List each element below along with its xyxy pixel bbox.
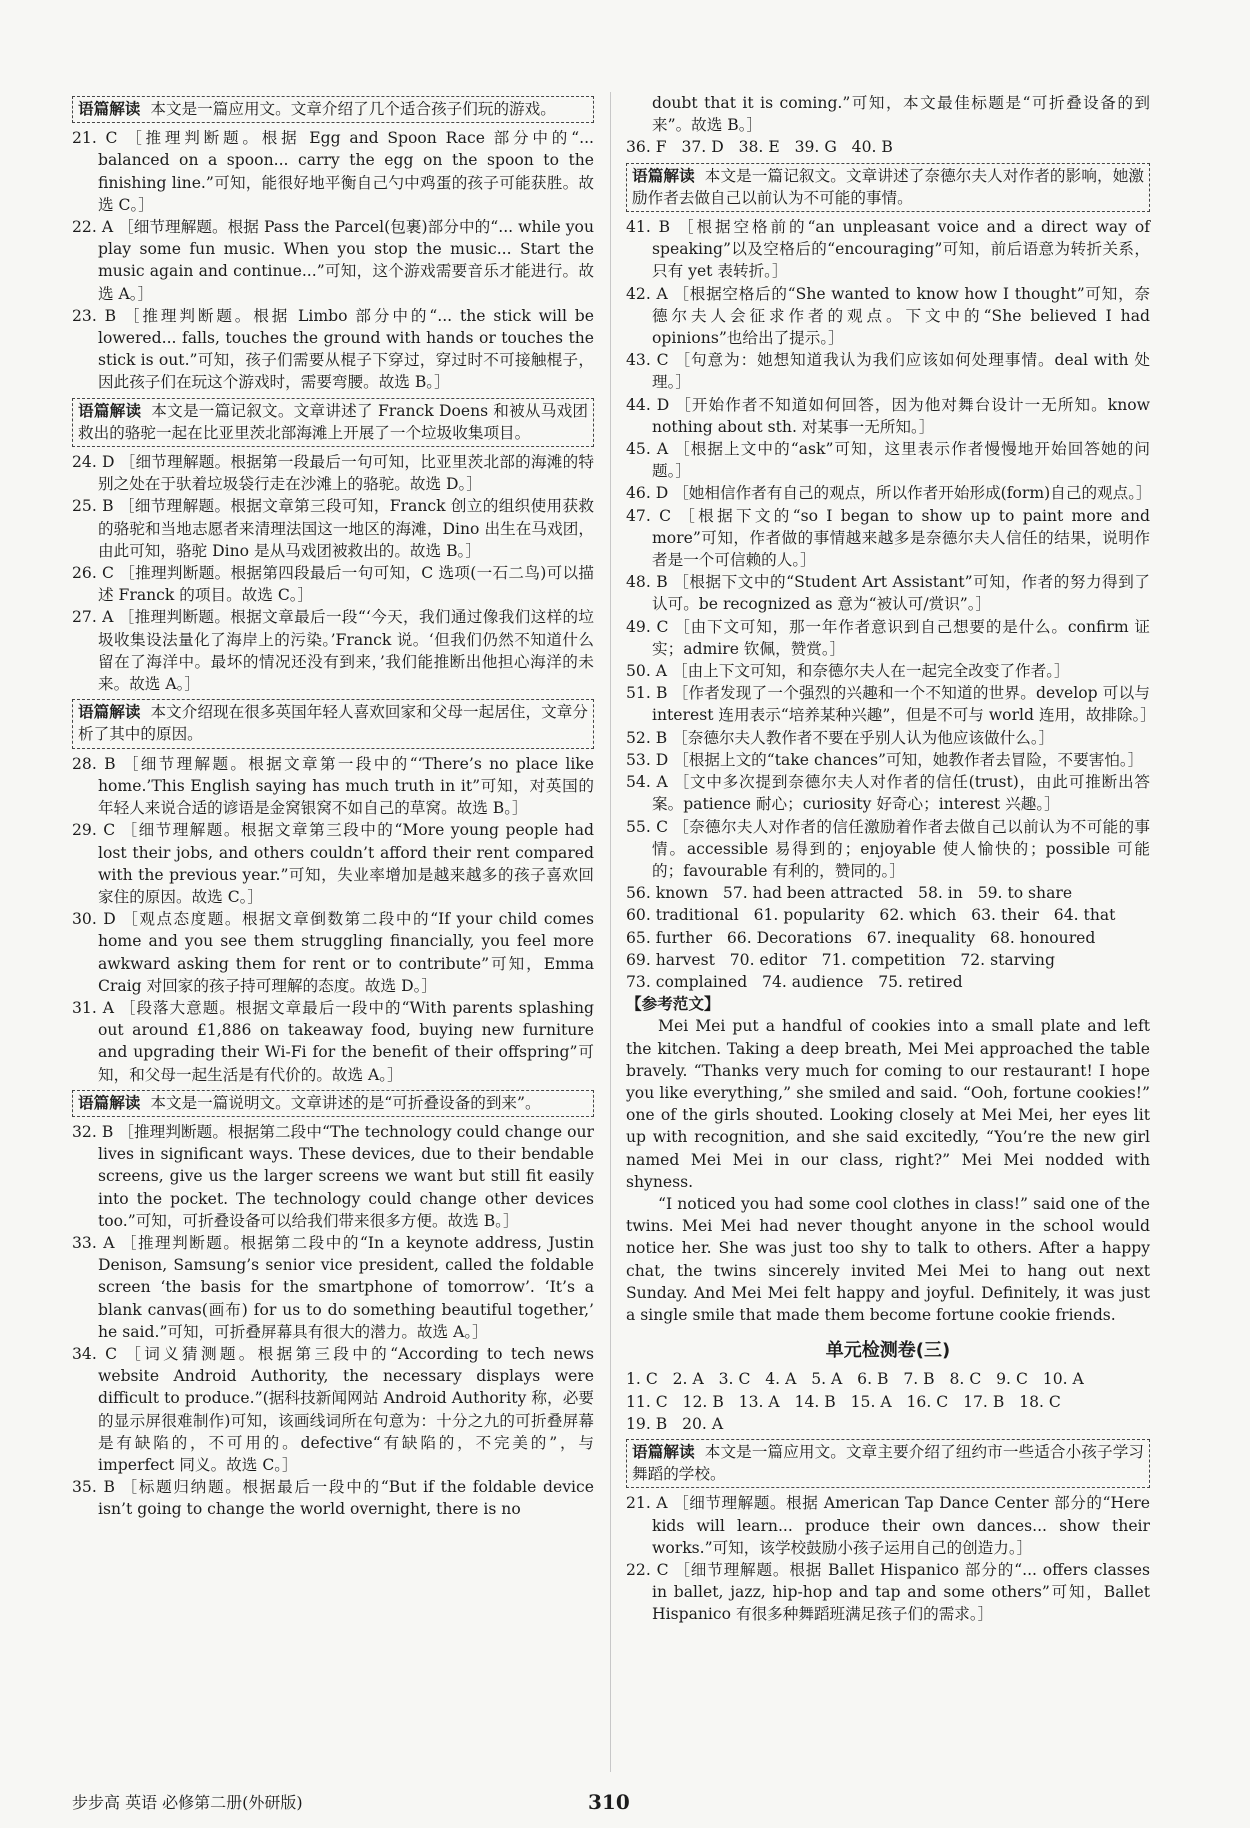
answer-explanation: 21. A ［细节理解题。根据 American Tap Dance Center 部分的“Here kids will learn... produce their own dances... show their works.”可知，该学校鼓励小孩子运用自己的创造力。］ (626, 1494, 1150, 1557)
passage-summary-box (72, 96, 594, 123)
passage-summary-box (72, 398, 594, 447)
answer-explanation: 28. B ［细节理解题。根据文章第一段中的“‘There’s no place like home.’This English saying has much truth in it”可知，对英国的年轻人来说合适的谚语是金窝银窝不如自己的草窝。故选 B。］ (72, 754, 594, 818)
summary-label: 语篇解读 (78, 401, 142, 420)
answer-explanation: 23. B ［推理判断题。根据 Limbo 部分中的“... the stick will be lowered... falls, touches the ground with hands or touches the stick is out.”可知，孩子们需要从棍子下穿过，穿过时不可接触棍子，因此孩子们在玩这个游戏时，需要弯腰。故选 B。］ (72, 306, 594, 392)
answer-row: 60. traditional 61. popularity 62. which 63. their 64. that (626, 906, 1116, 925)
answer-explanation: 43. C ［句意为：她想知道我认为我们应该如何处理事情。deal with 处理。］ (626, 351, 1150, 392)
answer-explanation: 26. C ［推理判断题。根据第四段最后一句可知，C 选项(一石二鸟)可以描述 Franck 的项目。故选 C。］ (72, 564, 594, 605)
section-heading: 单元检测卷(三) (825, 1340, 951, 1362)
answer-explanation: 29. C ［细节理解题。根据文章第三段中的“More young people had lost their jobs, and others couldn’t afford their rent compared with the previous year.”可知，失业率增加是越来越多的孩子喜欢回家住的原因。故选 C。］ (72, 821, 594, 906)
answer-explanation: 33. A ［推理判断题。根据第二段中的“In a keynote address, Justin Denison, Samsung’s senior vice president, called the foldable screen ‘the basis for the smartphone of tomorrow’. ‘It’s a blank canvas(画布) for us to do something beautiful together,’ he said.”可知，可折叠屏幕具有很大的潜力。故选 A。］ (72, 1233, 594, 1341)
book-footer: 步步高 英语 必修第二册(外研版) (72, 1793, 303, 1812)
answer-explanation: 45. A ［根据上文中的“ask”可知，这里表示作者慢慢地开始回答她的问题。］ (626, 440, 1150, 481)
summary-text: 本文介绍现在很多英国年轻人喜欢回家和父母一起居住，文章分析了其中的原因。 (78, 703, 588, 744)
summary-text: 本文是一篇记叙文。文章讲述了 Franck Doens 和被从马戏团救出的骆驼一起在比亚里茨北部海滩上开展了一个垃圾收集项目。 (78, 401, 588, 442)
passage-summary-box (626, 1439, 1150, 1488)
answer-explanation: 34. C ［词义猜测题。根据第三段中的“According to tech news website Android Authority, the necessary displays were difficult to produce.”(据科技新闻网站 Android Authority 称，必要的显示屏很难制作)可知，该画线词所在句意为：十分之九的可折叠屏幕是有缺陷的，不可用的。defective“有缺陷的，不完美的”，与 imperfect 同义。故选 C。］ (72, 1344, 594, 1474)
answer-explanation: 53. D ［根据上文的“take chances”可知，她教作者去冒险，不要害怕。］ (626, 750, 1144, 769)
answer-row: 65. further 66. Decorations 67. inequality 68. honoured (626, 928, 1096, 947)
summary-label: 语篇解读 (78, 1093, 141, 1112)
answer-explanation-continued: doubt that it is coming.”可知，本文最佳标题是“可折叠设备的到来”。故选 B。］ (652, 94, 1150, 135)
answer-explanation: 35. B ［标题归纳题。根据最后一段中的“But if the foldable device isn’t going to change the world overnight, there is no (72, 1478, 594, 1519)
answer-explanation: 49. C ［由下文可知，那一年作者意识到自己想要的是什么。confirm 证实；admire 钦佩，赞赏。］ (626, 617, 1150, 658)
summary-text: 本文是一篇应用文。文章介绍了几个适合孩子们玩的游戏。 (150, 100, 556, 118)
answer-row: 19. B 20. A (626, 1414, 724, 1433)
answer-explanation: 47. C ［根据下文的“so I began to show up to paint more and more”可知，作者做的事情越来越多是奈德尔夫人信任的结果，说明作者是一个可信赖的人。］ (626, 506, 1150, 570)
column-divider (610, 92, 611, 1772)
answer-row: 69. harvest 70. editor 71. competition 72. starving (626, 950, 1055, 969)
answer-explanation: 51. B ［作者发现了一个强烈的兴趣和一个不知道的世界。develop 可以与 interest 连用表示“培养某种兴趣”，但是不可与 world 连用，故排除。］ (626, 684, 1156, 725)
reference-essay-paragraph: Mei Mei put a handful of cookies into a small plate and left the kitchen. Taking a deep breath, Mei Mei approached the table bravely. “Thanks very much for coming to our restaurant! I hope you like everything,” she smiled and said. “Ooh, fortune cookies!” one of the girls shouted. Looking closely at Mei Mei, her eyes lit up with recognition, and she said excitedly, “You’re the new girl named Mei Mei in our class, right?” Mei Mei nodded with shyness. (626, 1017, 1150, 1191)
summary-label: 语篇解读 (632, 1442, 695, 1461)
reference-essay-paragraph: “I noticed you had some cool clothes in class!” said one of the twins. Mei Mei had never thought anyone in the school would notice her. She was just too shy to talk to others. After a happy chat, the twins sincerely invited Mei Mei to hang out next Sunday. And Mei Mei felt happy and joyful. Definitely, it was just a single smile that made them become fortune cookie friends. (626, 1194, 1150, 1324)
right-column (626, 92, 1156, 1626)
summary-label: 语篇解读 (632, 166, 695, 185)
answer-row: 56. known 57. had been attracted 58. in 59. to share (626, 884, 1073, 903)
answer-explanation: 50. A ［由上下文可知，和奈德尔夫人在一起完全改变了作者。］ (626, 662, 1070, 681)
answer-explanation: 27. A ［推理判断题。根据文章最后一段“‘今天，我们通过像我们这样的垃圾收集设法量化了海岸上的污染。’Franck 说。‘但我们仍然不知道什么留在了海洋中。最坏的情况还没有到来，’我们能推断出他担心海洋的未来。故选 A。］ (72, 608, 594, 694)
answer-explanation: 41. B ［根据空格前的“an unpleasant voice and a direct way of speaking”以及空格后的“encouraging”可知，前后语意为转折关系，只有 yet 表转折。］ (626, 218, 1150, 281)
passage-summary-box (626, 163, 1150, 212)
passage-summary-box (72, 699, 594, 748)
answer-explanation: 30. D ［观点态度题。根据文章倒数第二段中的“If your child comes home and you see them struggling financially, you feel more awkward asking them for rent or to contribute”可知，Emma Craig 对回家的孩子持可理解的态度。故选 D。］ (72, 910, 594, 995)
answer-explanation: 54. A ［文中多次提到奈德尔夫人对作者的信任(trust)，由此可推断出答案。patience 耐心；curiosity 好奇心；interest 兴趣。］ (626, 773, 1150, 814)
answer-explanation: 48. B ［根据下文中的“Student Art Assistant”可知，作者的努力得到了认可。be recognized as 意为“被认可/赏识”。］ (626, 573, 1150, 614)
answer-explanation: 22. A ［细节理解题。根据 Pass the Parcel(包裹)部分中的“... while you play some fun music. When you stop the music... Start the music again and continue...”可知，这个游戏需要音乐才能进行。故选 A。］ (72, 218, 594, 303)
answer-explanation: 32. B ［推理判断题。根据第二段中“The technology could change our lives in significant ways. These devices, due to their bendable screens, give us the larger screens we want but still fit easily into the pocket. The technology could change other devices too.”可知，可折叠设备可以给我们带来很多方便。故选 B。］ (72, 1122, 594, 1230)
left-column (72, 92, 594, 1521)
summary-text: 本文是一篇记叙文。文章讲述了奈德尔夫人对作者的影响，她激励作者去做自己以前认为不可能的事情。 (632, 166, 1144, 207)
answer-explanation: 25. B ［细节理解题。根据文章第三段可知，Franck 创立的组织使用获救的骆驼和当地志愿者来清理法国这一地区的海滩，Dino 出生在马戏团，由此可知，骆驼 Dino 是从马戏团被救出的。故选 B。］ (72, 497, 594, 560)
answer-explanation: 42. A ［根据空格后的“She wanted to know how I thought”可知，奈德尔夫人会征求作者的观点。下文中的“She believed I had opinions”也给出了提示。］ (626, 284, 1150, 348)
summary-text: 本文是一篇说明文。文章讲述的是“可折叠设备的到来”。 (150, 1093, 541, 1112)
answer-explanation: 46. D ［她相信作者有自己的观点，所以作者开始形成(form)自己的观点。］ (626, 484, 1152, 503)
answer-explanation: 24. D ［细节理解题。根据第一段最后一句可知，比亚里茨北部的海滩的特别之处在于驮着垃圾袋行走在沙滩上的骆驼。故选 D。］ (72, 453, 594, 494)
answer-row: 1. C 2. A 3. C 4. A 5. A 6. B 7. B 8. C 9. C 10. A (626, 1370, 1084, 1389)
answer-explanation: 22. C ［细节理解题。根据 Ballet Hispanico 部分的“... offers classes in ballet, jazz, hip-hop and tap and some others”可知，Ballet Hispanico 有很多种舞蹈班满足孩子们的需求。］ (626, 1561, 1150, 1624)
summary-text: 本文是一篇应用文。文章主要介绍了纽约市一些适合小孩子学习舞蹈的学校。 (632, 1442, 1144, 1484)
answer-row: 36. F 37. D 38. E 39. G 40. B (626, 138, 893, 157)
reference-essay-title: 【参考范文】 (626, 995, 720, 1014)
page-number: 310 (588, 1790, 630, 1814)
answer-explanation: 55. C ［奈德尔夫人对作者的信任激励着作者去做自己以前认为不可能的事情。accessible 易得到的；enjoyable 使人愉快的；possible 可能的；favourable 有利的，赞同的。］ (626, 817, 1150, 880)
passage-summary-box (72, 1090, 594, 1117)
answer-explanation: 21. C ［推理判断题。根据 Egg and Spoon Race 部分中的“... balanced on a spoon... carry the egg on the spoon to the finishing line.”可知，能很好地平衡自己勺中鸡蛋的孩子可能获胜。故选 C。］ (72, 129, 594, 214)
answer-row: 11. C 12. B 13. A 14. B 15. A 16. C 17. B 18. C (626, 1392, 1061, 1411)
answer-explanation: 52. B ［奈德尔夫人教作者不要在乎别人认为他应该做什么。］ (626, 728, 1055, 747)
answer-explanation: 31. A ［段落大意题。根据文章最后一段中的“With parents splashing out around £1,886 on takeaway food, buying new furniture and upgrading their Wi-Fi for the benefit of their offspring”可知，和父母一起生活是有代价的。故选 A。］ (72, 998, 594, 1084)
answer-row: 73. complained 74. audience 75. retired (626, 972, 963, 991)
summary-label: 语篇解读 (78, 703, 141, 722)
answer-explanation: 44. D ［开始作者不知道如何回答，因为他对舞台设计一无所知。know nothing about sth. 对某事一无所知。］ (626, 395, 1150, 436)
summary-label: 语篇解读 (78, 100, 141, 118)
